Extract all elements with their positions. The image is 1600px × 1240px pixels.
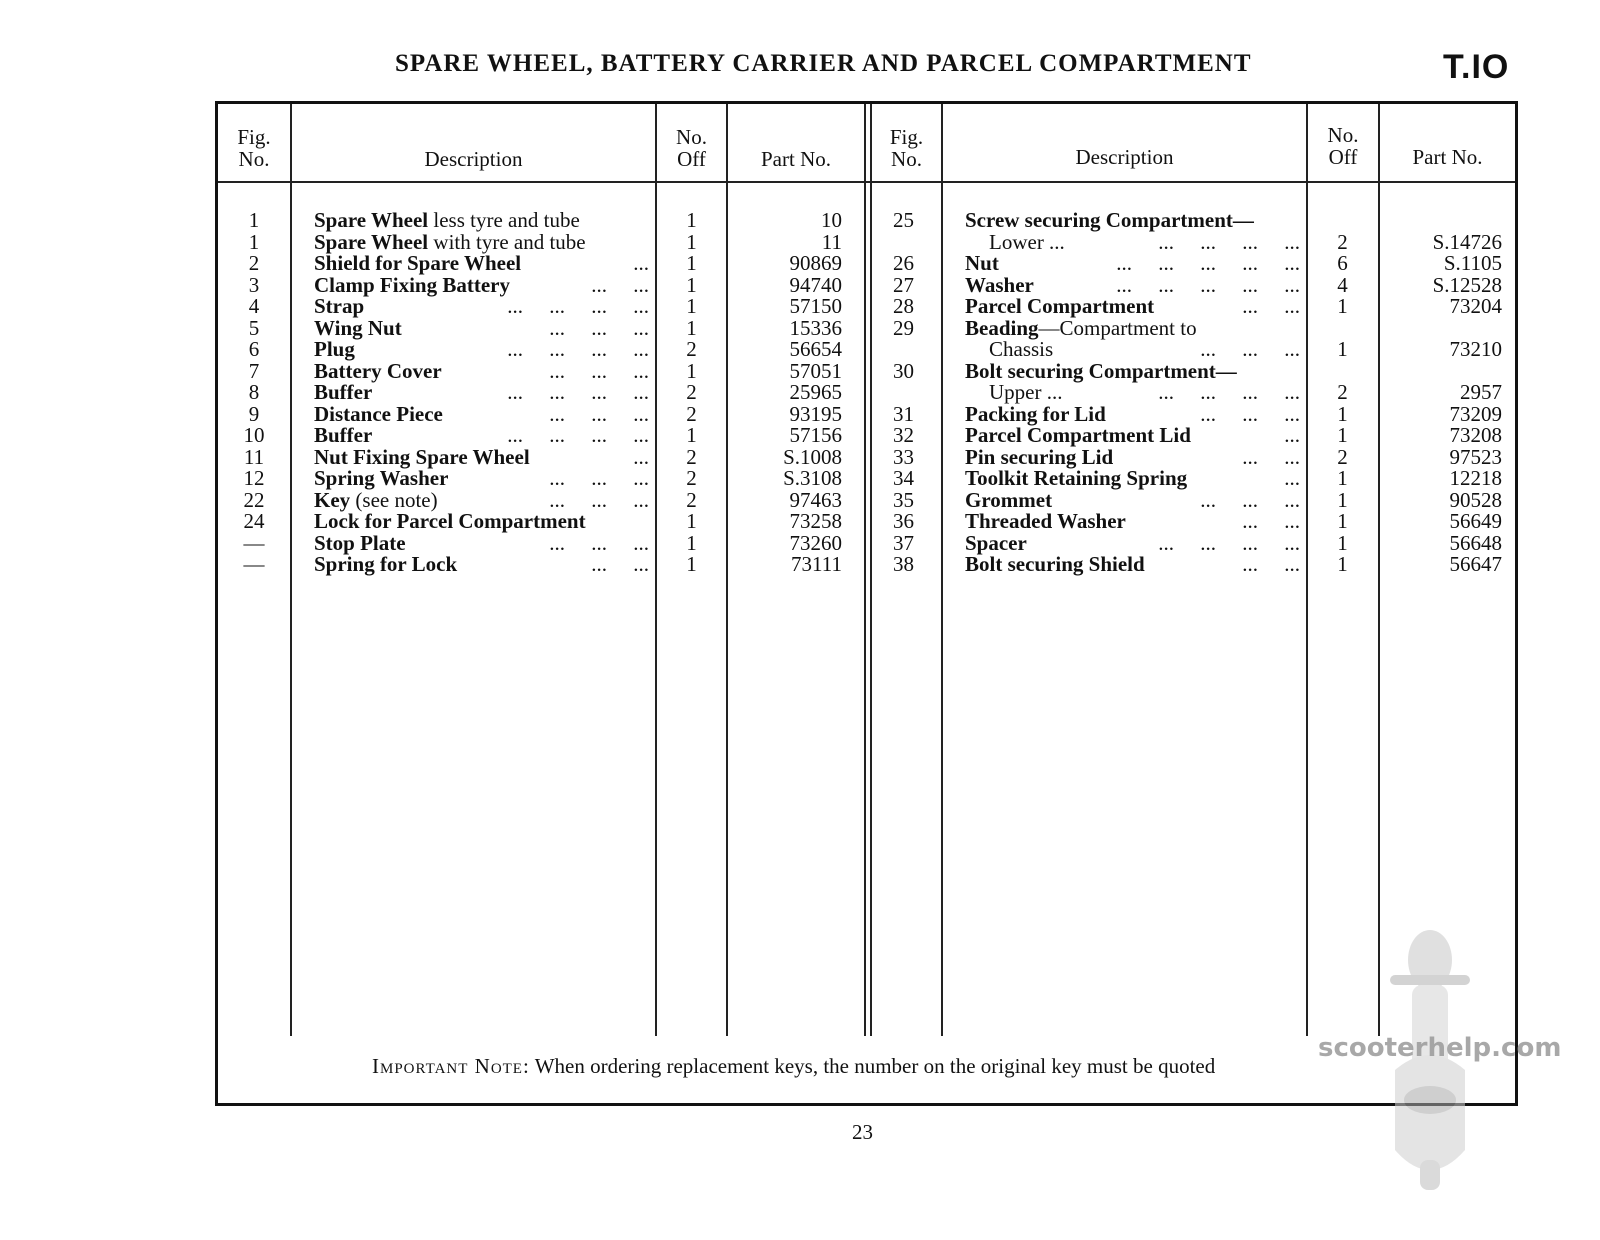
header-description: Description — [424, 147, 523, 171]
description-cell — [965, 210, 1300, 232]
part-no-cell: 56648 — [1449, 530, 1502, 555]
description-text — [965, 296, 1154, 318]
description-cell — [314, 468, 649, 490]
part-no-cell: S.3108 — [783, 466, 842, 490]
description-cell — [989, 229, 1300, 254]
description-cell — [965, 468, 1300, 490]
no-off-cell: 1 — [1337, 530, 1348, 555]
part-name: Spacer — [965, 530, 1027, 555]
fig-no-cell: 5 — [248, 315, 260, 340]
part-no-cell: 73210 — [1449, 337, 1502, 361]
part-name: Parcel Compartment Lid — [965, 423, 1191, 447]
description-text — [314, 229, 586, 254]
part-no-cell: S.1105 — [1443, 251, 1502, 275]
part-no-cell: 73260 — [789, 530, 842, 555]
description-text — [965, 530, 1027, 555]
description-text — [314, 401, 443, 426]
part-detail: less tyre and tube — [433, 208, 580, 232]
leader-dots: ... ... ... ... — [1158, 229, 1300, 254]
part-detail: Chassis — [989, 337, 1054, 361]
column-divider — [941, 104, 943, 1036]
part-name: Nut Fixing Spare Wheel — [314, 444, 530, 469]
no-off-cell: 4 — [1337, 272, 1348, 297]
description-text — [314, 296, 364, 318]
part-name: Spare Wheel — [314, 229, 429, 254]
header-no-off: No. Off — [1327, 123, 1359, 169]
description-cell — [314, 229, 649, 254]
description-cell — [965, 511, 1300, 533]
fig-no-cell: 9 — [248, 401, 260, 426]
description-text — [965, 511, 1126, 533]
description-cell — [965, 444, 1300, 469]
part-no-cell: S.14726 — [1432, 229, 1502, 254]
part-name: Packing for Lid — [965, 401, 1106, 426]
page-title: SPARE WHEEL, BATTERY CARRIER AND PARCEL COMPARTMENT — [395, 50, 1252, 77]
no-off-cell: 1 — [1337, 337, 1348, 361]
description-text — [314, 425, 372, 447]
leader-dots: ... ... — [591, 552, 649, 576]
part-name: Buffer — [314, 380, 373, 404]
description-text — [314, 272, 510, 297]
fig-no-cell: 6 — [248, 337, 260, 361]
no-off-cell: 1 — [686, 251, 697, 275]
part-no-cell: 73204 — [1449, 294, 1502, 318]
fig-no-cell: — — [243, 552, 265, 576]
watermark: scooterhelp.com — [1318, 1033, 1562, 1063]
leader-dots: ... ... ... — [549, 487, 649, 512]
part-name: Grommet — [965, 487, 1053, 512]
part-name: Toolkit Retaining Spring — [965, 466, 1188, 490]
description-text — [314, 487, 438, 512]
part-no-cell: 73208 — [1449, 423, 1502, 447]
fig-no-cell: 1 — [248, 208, 260, 232]
description-cell — [314, 401, 649, 426]
description-text — [989, 382, 1062, 404]
part-name: Bolt securing Compartment— — [965, 358, 1237, 383]
leader-dots: ... ... ... — [549, 315, 649, 340]
part-detail: —Compartment to — [1038, 315, 1197, 340]
fig-no-cell: — — [243, 530, 265, 555]
part-name: Clamp Fixing Battery — [314, 272, 510, 297]
column-divider — [290, 104, 292, 1036]
no-off-cell: 2 — [686, 487, 697, 512]
part-no-cell: 94740 — [789, 272, 842, 297]
description-text — [965, 253, 999, 275]
fig-no-cell: 31 — [893, 401, 914, 426]
important-note — [372, 1054, 1215, 1079]
leader-dots: ... ... ... — [1200, 337, 1300, 361]
fig-no-cell: 12 — [243, 466, 265, 490]
leader-dots: ... ... ... — [1200, 401, 1300, 426]
leader-dots: ... ... — [1242, 509, 1300, 533]
section-code: T.IO — [1443, 48, 1510, 86]
leader-dots: ... ... ... ... — [507, 337, 649, 361]
no-off-cell: 2 — [1337, 229, 1348, 254]
leader-dots: ... ... ... — [549, 530, 649, 555]
part-no-cell: 57051 — [789, 358, 842, 383]
part-no-cell: 93195 — [789, 401, 842, 426]
description-cell — [965, 272, 1300, 297]
part-detail: (see note) — [355, 487, 438, 512]
leader-dots: ... — [633, 251, 649, 275]
no-off-cell: 1 — [1337, 487, 1348, 512]
leader-dots: ... ... — [591, 272, 649, 297]
description-text — [989, 339, 1053, 361]
column-divider — [864, 104, 866, 1036]
description-cell — [314, 487, 649, 512]
no-off-cell: 1 — [686, 272, 697, 297]
part-no-cell: 12218 — [1449, 466, 1502, 490]
description-text — [314, 210, 580, 232]
leader-dots: ... ... ... ... — [1158, 530, 1300, 555]
part-no-cell: 2957 — [1460, 380, 1502, 404]
fig-no-cell: 1 — [248, 229, 260, 254]
part-no-cell: 56649 — [1449, 509, 1502, 533]
part-no-cell: 73258 — [789, 509, 842, 533]
part-name: Threaded Washer — [965, 509, 1126, 533]
part-name: Plug — [314, 337, 355, 361]
description-text — [314, 358, 442, 383]
part-name: Spring Washer — [314, 466, 449, 490]
part-detail: Lower ... — [989, 229, 1065, 254]
fig-no-cell: 8 — [248, 380, 260, 404]
fig-no-cell: 28 — [893, 294, 914, 318]
part-no-cell: S.12528 — [1432, 272, 1502, 297]
no-off-cell: 2 — [686, 401, 697, 426]
part-name: Nut — [965, 251, 999, 275]
part-name: Battery Cover — [314, 358, 442, 383]
fig-no-cell: 7 — [248, 358, 260, 383]
fig-no-cell: 38 — [893, 552, 914, 576]
part-no-cell: 73111 — [791, 552, 842, 576]
description-text — [314, 511, 586, 533]
description-cell — [314, 339, 649, 361]
part-name: Parcel Compartment — [965, 294, 1155, 318]
description-cell — [965, 296, 1300, 318]
description-text — [314, 382, 372, 404]
part-no-cell: 57156 — [789, 423, 842, 447]
leader-dots: ... ... ... ... ... — [1116, 272, 1300, 297]
leader-dots: ... ... — [1242, 444, 1300, 469]
part-name: Pin securing Lid — [965, 444, 1114, 469]
part-no-cell: 90869 — [789, 251, 842, 275]
fig-no-cell: 22 — [243, 487, 265, 512]
no-off-cell: 1 — [686, 530, 697, 555]
part-name: Spare Wheel — [314, 208, 429, 232]
leader-dots: ... ... ... ... — [507, 423, 649, 447]
leader-dots: ... ... ... ... — [507, 380, 649, 404]
no-off-cell: 1 — [686, 358, 697, 383]
description-cell — [314, 511, 649, 533]
description-text — [965, 425, 1191, 447]
description-text — [314, 468, 448, 490]
description-cell — [314, 530, 649, 555]
fig-no-cell: 35 — [893, 487, 914, 512]
description-cell — [314, 444, 649, 469]
part-detail: with tyre and tube — [433, 229, 586, 254]
description-cell — [989, 382, 1300, 404]
description-cell — [965, 315, 1300, 340]
fig-no-cell: 33 — [893, 444, 914, 469]
leader-dots: ... ... ... — [549, 401, 649, 426]
note-label: Important Note: — [372, 1054, 530, 1078]
part-name: Screw securing Compartment— — [965, 208, 1254, 232]
part-no-cell: S.1008 — [783, 444, 842, 469]
description-cell — [965, 358, 1300, 383]
leader-dots: ... — [633, 444, 649, 469]
header-part-no: Part No. — [1412, 145, 1483, 169]
no-off-cell: 1 — [686, 294, 697, 318]
part-no-cell: 15336 — [789, 315, 842, 340]
part-no-cell: 25965 — [789, 380, 842, 404]
header-part-no: Part No. — [761, 147, 831, 171]
leader-dots: ... ... ... — [549, 358, 649, 383]
description-text — [965, 554, 1145, 576]
fig-no-cell: 34 — [893, 466, 914, 490]
no-off-cell: 1 — [1337, 294, 1348, 318]
description-text — [965, 401, 1106, 426]
part-no-cell: 57150 — [789, 294, 842, 318]
fig-no-cell: 4 — [248, 294, 260, 318]
no-off-cell: 2 — [1337, 444, 1348, 469]
leader-dots: ... ... ... — [1200, 487, 1300, 512]
part-name: Key — [314, 487, 351, 512]
header-no-off: No. Off — [676, 125, 707, 171]
part-no-cell: 10 — [821, 208, 842, 232]
description-cell — [314, 554, 649, 576]
description-cell — [965, 425, 1300, 447]
header-description: Description — [1075, 145, 1174, 169]
description-cell — [965, 530, 1300, 555]
part-name: Shield for Spare Wheel — [314, 251, 522, 275]
fig-no-cell: 3 — [248, 272, 260, 297]
no-off-cell: 2 — [686, 444, 697, 469]
no-off-cell: 1 — [1337, 466, 1348, 490]
part-no-cell: 90528 — [1449, 487, 1502, 512]
part-no-cell: 11 — [821, 229, 842, 254]
description-text — [314, 315, 402, 340]
part-no-cell: 56647 — [1449, 552, 1502, 576]
description-cell — [314, 272, 649, 297]
no-off-cell: 1 — [1337, 509, 1348, 533]
description-cell — [965, 554, 1300, 576]
leader-dots: ... ... — [1242, 552, 1300, 576]
part-name: Bolt securing Shield — [965, 552, 1145, 576]
part-detail: Upper ... — [989, 380, 1063, 404]
description-text — [965, 487, 1053, 512]
no-off-cell: 1 — [686, 509, 697, 533]
fig-no-cell: 26 — [893, 251, 914, 275]
no-off-cell: 1 — [1337, 552, 1348, 576]
part-no-cell: 97523 — [1449, 444, 1502, 469]
part-name: Lock for Parcel Compartment — [314, 509, 586, 533]
part-name: Beading — [965, 315, 1039, 340]
leader-dots: ... ... ... ... ... — [1116, 251, 1300, 275]
header-divider — [218, 181, 1515, 183]
no-off-cell: 1 — [686, 315, 697, 340]
part-name: Strap — [314, 294, 365, 318]
no-off-cell: 1 — [686, 552, 697, 576]
note-text: When ordering replacement keys, the number on the original key must be quoted — [534, 1054, 1216, 1078]
description-cell — [965, 253, 1300, 275]
no-off-cell: 1 — [1337, 423, 1348, 447]
header-fig-no: Fig. No. — [889, 125, 924, 171]
fig-no-cell: 32 — [893, 423, 914, 447]
part-name: Stop Plate — [314, 530, 406, 555]
no-off-cell: 2 — [686, 337, 697, 361]
description-cell — [314, 210, 649, 232]
no-off-cell: 1 — [686, 423, 697, 447]
fig-no-cell: 24 — [243, 509, 265, 533]
fig-no-cell: 11 — [243, 444, 265, 469]
part-name: Washer — [965, 272, 1034, 297]
part-no-cell: 73209 — [1449, 401, 1502, 426]
no-off-cell: 2 — [1337, 380, 1348, 404]
part-name: Buffer — [314, 423, 373, 447]
description-text — [965, 358, 1237, 383]
no-off-cell: 1 — [686, 208, 697, 232]
description-text — [314, 339, 355, 361]
fig-no-cell: 2 — [248, 251, 260, 275]
fig-no-cell: 37 — [893, 530, 914, 555]
fig-no-cell: 10 — [243, 423, 265, 447]
fig-no-cell: 27 — [893, 272, 914, 297]
description-text — [965, 315, 1197, 340]
description-text — [314, 530, 406, 555]
description-cell — [314, 358, 649, 383]
fig-no-cell: 25 — [893, 208, 914, 232]
leader-dots: ... — [1284, 423, 1300, 447]
part-name: Distance Piece — [314, 401, 443, 426]
description-text — [314, 253, 521, 275]
part-no-cell: 56654 — [789, 337, 842, 361]
no-off-cell: 1 — [1337, 401, 1348, 426]
leader-dots: ... — [1284, 466, 1300, 490]
fig-no-cell: 29 — [893, 315, 914, 340]
leader-dots: ... ... ... ... — [507, 294, 649, 318]
description-text — [989, 229, 1065, 254]
fig-no-cell: 30 — [893, 358, 914, 383]
part-name: Wing Nut — [314, 315, 402, 340]
leader-dots: ... ... ... — [549, 466, 649, 490]
description-cell — [314, 315, 649, 340]
no-off-cell: 2 — [686, 466, 697, 490]
description-cell — [314, 382, 649, 404]
description-cell — [965, 487, 1300, 512]
leader-dots: ... ... — [1242, 294, 1300, 318]
description-cell — [314, 253, 649, 275]
page-number: 23 — [852, 1120, 873, 1144]
part-no-cell: 97463 — [789, 487, 842, 512]
description-cell — [314, 296, 649, 318]
no-off-cell: 2 — [686, 380, 697, 404]
description-text — [965, 468, 1187, 490]
description-cell — [314, 425, 649, 447]
description-text — [314, 554, 457, 576]
parts-table — [215, 101, 1518, 1106]
fig-no-cell: 36 — [893, 509, 914, 533]
no-off-cell: 6 — [1337, 251, 1348, 275]
description-text — [965, 444, 1114, 469]
no-off-cell: 1 — [686, 229, 697, 254]
description-text — [965, 210, 1254, 232]
leader-dots: ... ... ... ... — [1158, 380, 1300, 404]
description-cell — [965, 401, 1300, 426]
part-name: Spring for Lock — [314, 552, 458, 576]
description-text — [965, 272, 1034, 297]
description-cell — [989, 339, 1300, 361]
description-text — [314, 444, 530, 469]
header-fig-no: Fig. No. — [237, 125, 271, 171]
